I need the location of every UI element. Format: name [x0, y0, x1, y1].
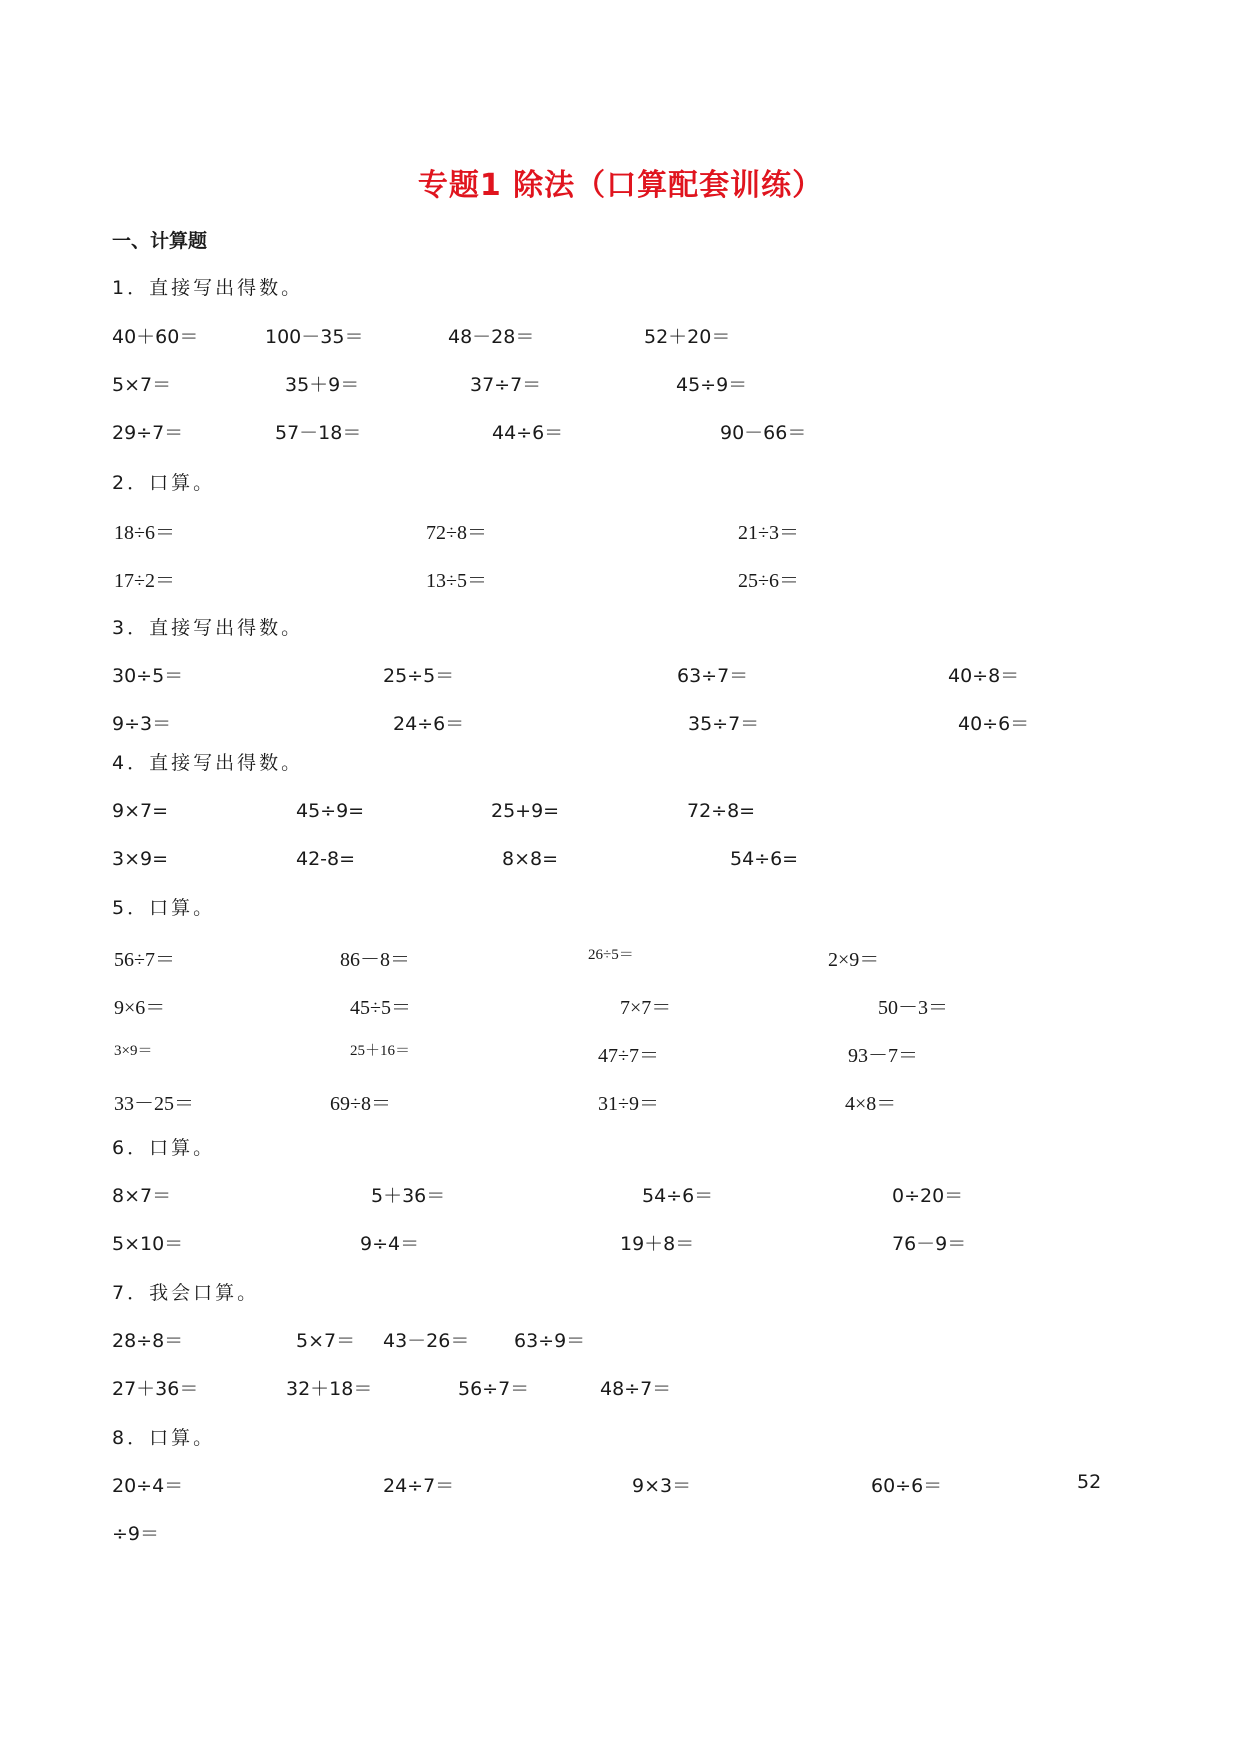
arithmetic-problem: 72÷8= [687, 800, 756, 822]
arithmetic-problem: 0÷20＝ [892, 1185, 964, 1207]
problem-row [0, 1087, 1241, 1117]
arithmetic-problem: 69÷8＝ [330, 1093, 391, 1115]
problem-row [0, 516, 1241, 546]
question-label: 1．直接写出得数。 [112, 277, 304, 299]
problem-row [0, 848, 1241, 878]
arithmetic-problem: 72÷8＝ [426, 522, 487, 544]
problem-row [0, 1229, 1241, 1259]
question-label: 2．口算。 [112, 472, 216, 494]
arithmetic-problem: 90－66＝ [720, 422, 807, 444]
arithmetic-problem: 45÷9= [296, 800, 365, 822]
arithmetic-problem: 29÷7＝ [112, 422, 184, 444]
arithmetic-problem: 26÷5＝ [588, 947, 634, 963]
arithmetic-problem: 56÷7＝ [114, 949, 175, 971]
problem-row [0, 1039, 1241, 1069]
arithmetic-problem: 9×7= [112, 800, 169, 822]
arithmetic-problem: 50－3＝ [878, 997, 948, 1019]
arithmetic-problem: 24÷7＝ [383, 1475, 455, 1497]
question-label: 6．口算。 [112, 1137, 216, 1159]
arithmetic-problem: 63÷7＝ [677, 665, 749, 687]
arithmetic-problem: 3×9＝ [114, 1043, 153, 1059]
problem-row [0, 418, 1241, 448]
problem-row [0, 1326, 1241, 1356]
question-label: 3．直接写出得数。 [112, 617, 304, 639]
problem-row [0, 564, 1241, 594]
arithmetic-problem: 54÷6＝ [642, 1185, 714, 1207]
arithmetic-problem: 9×3＝ [632, 1475, 692, 1497]
arithmetic-problem: 40÷6＝ [958, 713, 1030, 735]
arithmetic-problem: 8×7＝ [112, 1185, 172, 1207]
problem-row [0, 1374, 1241, 1404]
arithmetic-problem: 35÷7＝ [688, 713, 760, 735]
arithmetic-problem: 52＋20＝ [644, 326, 731, 348]
arithmetic-problem: 47÷7＝ [598, 1045, 659, 1067]
arithmetic-problem: 17÷2＝ [114, 570, 175, 592]
arithmetic-problem: 4×8＝ [845, 1093, 897, 1115]
question-label: 7．我会口算。 [112, 1282, 260, 1304]
arithmetic-problem: 35＋9＝ [285, 374, 360, 396]
arithmetic-problem: 18÷6＝ [114, 522, 175, 544]
question-label: 4．直接写出得数。 [112, 752, 304, 774]
arithmetic-problem: 52 [1077, 1471, 1102, 1493]
arithmetic-problem: 9×6＝ [114, 997, 166, 1019]
arithmetic-problem: 43－26＝ [383, 1330, 470, 1352]
problem-row [0, 1181, 1241, 1211]
arithmetic-problem: 2×9＝ [828, 949, 880, 971]
arithmetic-problem: 25÷6＝ [738, 570, 799, 592]
arithmetic-problem: 25+9= [491, 800, 560, 822]
arithmetic-problem: 3×9= [112, 848, 169, 870]
arithmetic-problem: 20÷4＝ [112, 1475, 184, 1497]
arithmetic-problem: 48÷7＝ [600, 1378, 672, 1400]
arithmetic-problem: 45÷9＝ [676, 374, 748, 396]
problem-row [0, 322, 1241, 352]
problem-row [0, 1471, 1241, 1501]
arithmetic-problem: 5×7＝ [296, 1330, 356, 1352]
problem-row [0, 661, 1241, 691]
arithmetic-problem: 13÷5＝ [426, 570, 487, 592]
arithmetic-problem: 25÷5＝ [383, 665, 455, 687]
page-title: 专题1 除法（口算配套训练） [417, 168, 824, 203]
arithmetic-problem: 63÷9＝ [514, 1330, 586, 1352]
problem-row [0, 370, 1241, 400]
arithmetic-problem: 100－35＝ [265, 326, 364, 348]
problem-row [0, 1519, 1241, 1549]
arithmetic-problem: 37÷7＝ [470, 374, 542, 396]
arithmetic-problem: 7×7＝ [620, 997, 672, 1019]
arithmetic-problem: ÷9＝ [112, 1523, 160, 1545]
arithmetic-problem: 30÷5＝ [112, 665, 184, 687]
arithmetic-problem: 9÷4＝ [360, 1233, 420, 1255]
arithmetic-problem: 56÷7＝ [458, 1378, 530, 1400]
arithmetic-problem: 25＋16＝ [350, 1043, 411, 1059]
arithmetic-problem: 5＋36＝ [371, 1185, 446, 1207]
question-label: 5．口算。 [112, 897, 216, 919]
section-heading: 一、计算题 [112, 230, 208, 252]
arithmetic-problem: 86－8＝ [340, 949, 410, 971]
problem-row [0, 991, 1241, 1021]
arithmetic-problem: 8×8= [502, 848, 559, 870]
arithmetic-problem: 54÷6= [730, 848, 799, 870]
arithmetic-problem: 24÷6＝ [393, 713, 465, 735]
arithmetic-problem: 40＋60＝ [112, 326, 199, 348]
arithmetic-problem: 60÷6＝ [871, 1475, 943, 1497]
arithmetic-problem: 32＋18＝ [286, 1378, 373, 1400]
problem-row [0, 709, 1241, 739]
arithmetic-problem: 28÷8＝ [112, 1330, 184, 1352]
arithmetic-problem: 48－28＝ [448, 326, 535, 348]
arithmetic-problem: 42-8= [296, 848, 356, 870]
arithmetic-problem: 9÷3＝ [112, 713, 172, 735]
arithmetic-problem: 19＋8＝ [620, 1233, 695, 1255]
arithmetic-problem: 5×7＝ [112, 374, 172, 396]
arithmetic-problem: 5×10＝ [112, 1233, 184, 1255]
arithmetic-problem: 45÷5＝ [350, 997, 411, 1019]
arithmetic-problem: 57－18＝ [275, 422, 362, 444]
problem-row [0, 800, 1241, 830]
arithmetic-problem: 31÷9＝ [598, 1093, 659, 1115]
arithmetic-problem: 93－7＝ [848, 1045, 918, 1067]
arithmetic-problem: 44÷6＝ [492, 422, 564, 444]
arithmetic-problem: 76－9＝ [892, 1233, 967, 1255]
arithmetic-problem: 33－25＝ [114, 1093, 194, 1115]
arithmetic-problem: 21÷3＝ [738, 522, 799, 544]
problem-row [0, 943, 1241, 973]
arithmetic-problem: 40÷8＝ [948, 665, 1020, 687]
arithmetic-problem: 27＋36＝ [112, 1378, 199, 1400]
question-label: 8．口算。 [112, 1427, 216, 1449]
